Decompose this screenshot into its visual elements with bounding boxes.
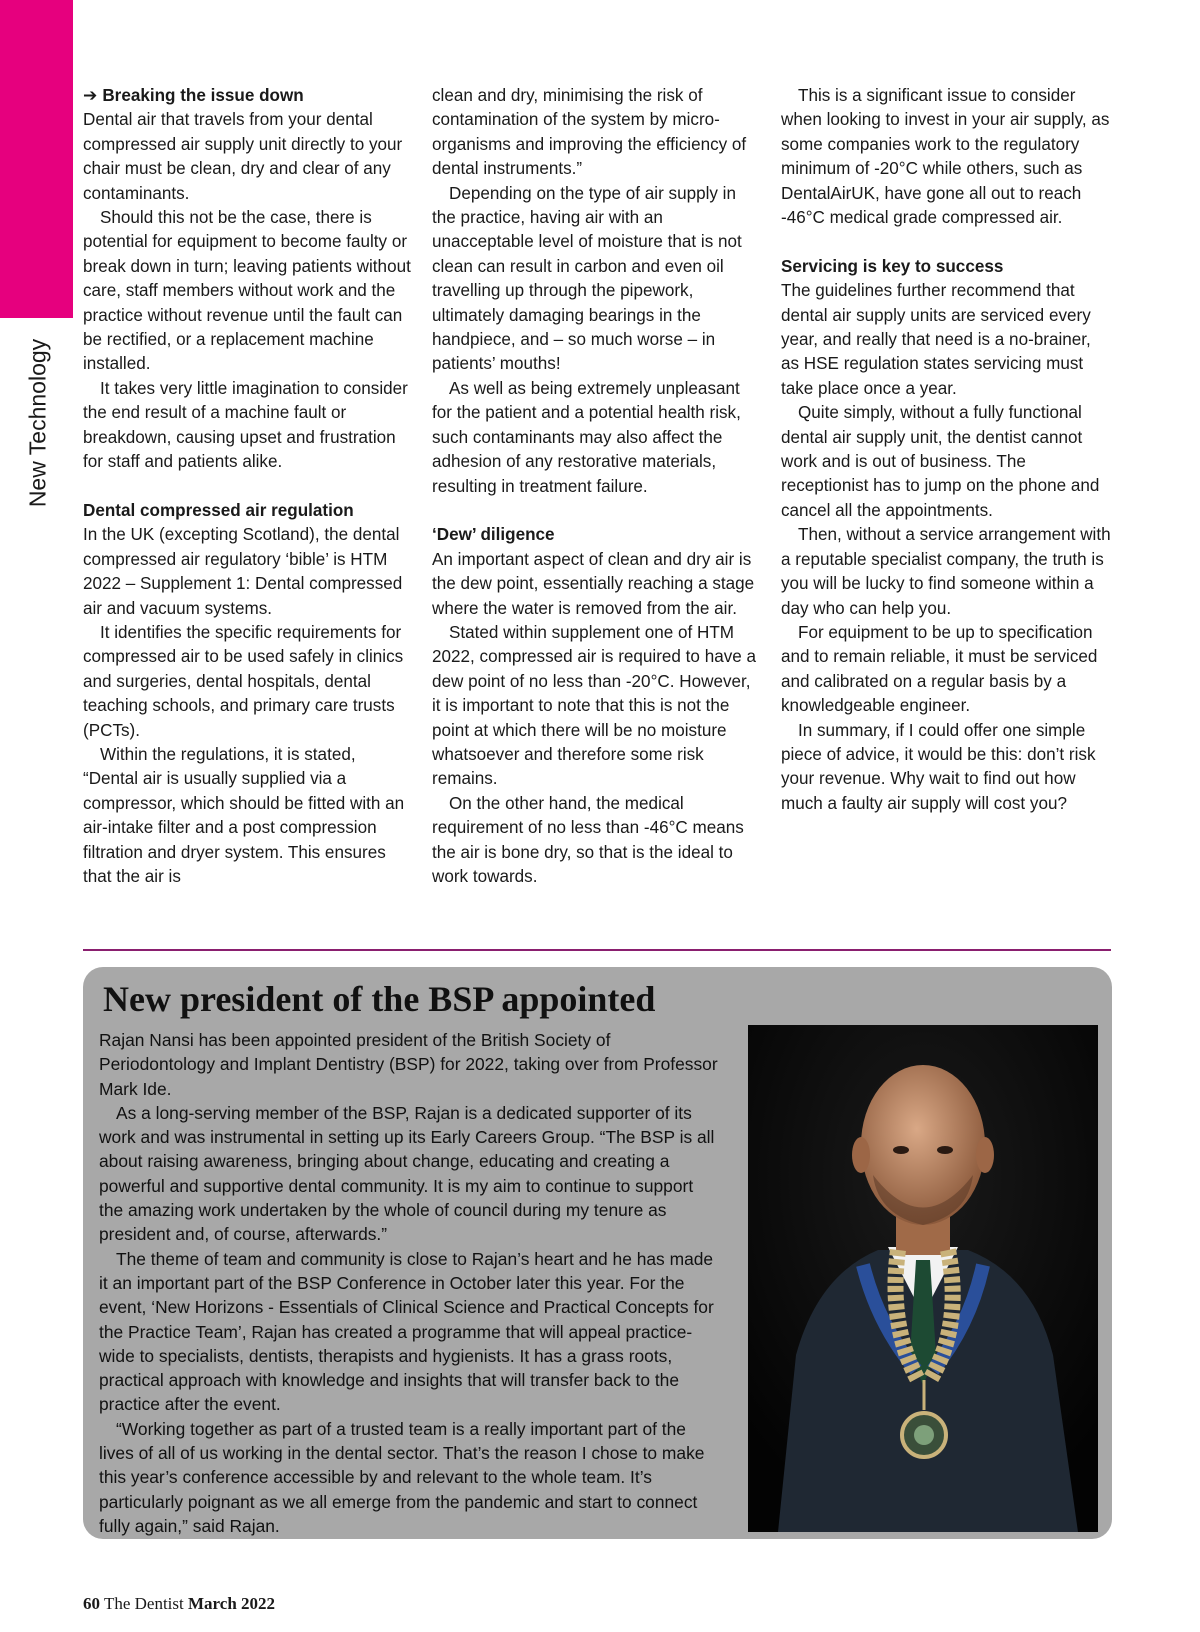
article-paragraph: It identifies the specific requirements for compressed air to be used safely in clinics and surgeries, dental hospitals, dental teaching schools, and primary care trusts (PCTs).: [83, 622, 404, 740]
article-column: [781, 84, 1111, 939]
section-label: New Technology: [24, 338, 51, 508]
article-column: [83, 84, 413, 939]
issue-date: March 2022: [188, 1594, 276, 1613]
article-paragraph: An important aspect of clean and dry air is the dew point, essentially reaching a stage where the water is removed from the air.: [432, 549, 755, 618]
article-paragraph: This is a significant issue to consider when looking to invest in your air supply, as some companies work to the regulatory minimum of -20°C while others, such as DentalAirUK, have gone all out to reach -46°C medical grade compressed air.: [781, 86, 1110, 228]
article-paragraph: For equipment to be up to specification and to remain reliable, it must be serviced and calibrated on a regular basis by a knowledgeable engineer.: [781, 622, 1098, 716]
article-paragraph: Dental air that travels from your dental compressed air supply unit directly to your chair must be clean, dry and clear of any contaminants.: [83, 110, 403, 203]
article-paragraph: clean and dry, minimising the risk of contamination of the system by micro-organisms and improving the efficiency of dental instruments.”: [432, 86, 747, 179]
article-paragraph: Within the regulations, it is stated, “Dental air is usually supplied via a compressor, which should be fitted with an air-intake filter and a post compression filtration and dryer system. This ensures that the air is: [83, 744, 405, 886]
article-column: [432, 84, 762, 939]
subheading-text: Dental compressed air regulation: [83, 500, 354, 520]
article-paragraph: Depending on the type of air supply in the practice, having air with an unacceptable level of moisture that is not clean can result in carbon and even oil travelling up through the pipework, ultimately damaging bearings in the handpiece, and – so much worse – in patients’ mouths!: [432, 183, 742, 374]
publication-name: The Dentist: [103, 1594, 184, 1613]
news-paragraph: As a long-serving member of the BSP, Rajan is a dedicated supporter of its work and was instrumental in setting up its Early Careers Group. “The BSP is all about raising awareness, bringing about change, educating and creating a powerful and supportive dental community. It is my aim to continue to support the amazing work undertaken by the whole of council during my tenure as president and, of course, afterwards.”: [99, 1102, 715, 1245]
subheading-text: Servicing is key to success: [781, 256, 1004, 276]
article-subheading: [83, 84, 413, 108]
article-subheading: [781, 255, 1111, 279]
article-paragraph: It takes very little imagination to consider the end result of a machine fault or breakdown, causing upset and frustration for staff and patients alike.: [83, 378, 408, 472]
article-paragraph: Should this not be the case, there is potential for equipment to become faulty or break down in turn; leaving patients without care, staff members without work and the practice without revenue until the fault can be rectified, or a replacement machine installed.: [83, 208, 411, 374]
president-portrait: [748, 1025, 1098, 1532]
article-paragraph: In summary, if I could offer one simple piece of advice, it would be this: don’t risk your revenue. Why wait to find out how much a faulty air supply will cost you?: [781, 720, 1096, 813]
article-subheading: [83, 499, 413, 523]
article-subheading: [432, 523, 762, 547]
news-box: [83, 967, 1112, 1539]
article-paragraph: As well as being extremely unpleasant for the patient and a potential health risk, such contaminants may also affect the adhesion of any restorative materials, resulting in treatment failure.: [432, 378, 741, 496]
subheading-text: Breaking the issue down: [102, 86, 304, 105]
portrait-illustration: [748, 1025, 1098, 1532]
article-paragraph: Quite simply, without a fully functional dental air supply unit, the dentist cannot work and is out of business. The receptionist has to jump on the phone and cancel all the appointments.: [781, 403, 1100, 520]
news-paragraph: Rajan Nansi has been appointed president of the British Society of Periodontology and Implant Dentistry (BSP) for 2022, taking over from Professor Mark Ide.: [99, 1030, 718, 1099]
article-paragraph: In the UK (excepting Scotland), the dental compressed air regulatory ‘bible’ is HTM 2022 – Supplement 1: Dental compressed air and vacuum systems.: [83, 525, 403, 618]
news-paragraph: The theme of team and community is close to Rajan’s heart and he has made it an important part of the BSP Conference in October later this year. For the event, ‘New Horizons - Essentials of Clinical Science and Practical Concepts for the Practice Team’, Rajan has created a programme that will appeal practice-wide to specialists, dentists, therapists and hygienists. It has a grass roots, practical approach with knowledge and insights that will transfer back to the practice after the event.: [99, 1248, 714, 1415]
article-paragraph: The guidelines further recommend that dental air supply units are serviced every year, and really that need is a no-brainer, as HSE regulation states servicing must take place once a year.: [781, 281, 1091, 398]
article-paragraph: Stated within supplement one of HTM 2022, compressed air is required to have a dew point of no less than -20°C. However, it is important to note that this is not the point at which there will be no moisture whatsoever and therefore some risk remains.: [432, 622, 757, 789]
arrow-right-circle-icon: ➔: [83, 86, 98, 105]
section-divider: [83, 949, 1111, 951]
news-title: New president of the BSP appointed: [103, 979, 656, 1019]
section-color-tab: [0, 0, 73, 318]
news-body: [99, 1028, 719, 1538]
subheading-text: ‘Dew’ diligence: [432, 525, 555, 545]
news-paragraph: “Working together as part of a trusted team is a really important part of the lives of all of us working in the dental sector. That’s the reason I chose to make this year’s conference accessible by and relevant to the whole team. It’s particularly poignant as we all emerge from the pandemic and start to connect fully again,” said Rajan.: [99, 1418, 705, 1536]
page-number: 60: [83, 1594, 100, 1613]
article-paragraph: Then, without a service arrangement with a reputable specialist company, the truth is you will be lucky to find someone within a day who can help you.: [781, 525, 1111, 618]
article-columns: [83, 84, 1111, 939]
article-paragraph: On the other hand, the medical requirement of no less than -46°C means the air is bone dry, so that is the ideal to work towards.: [432, 793, 744, 886]
page-footer: [83, 1594, 275, 1614]
